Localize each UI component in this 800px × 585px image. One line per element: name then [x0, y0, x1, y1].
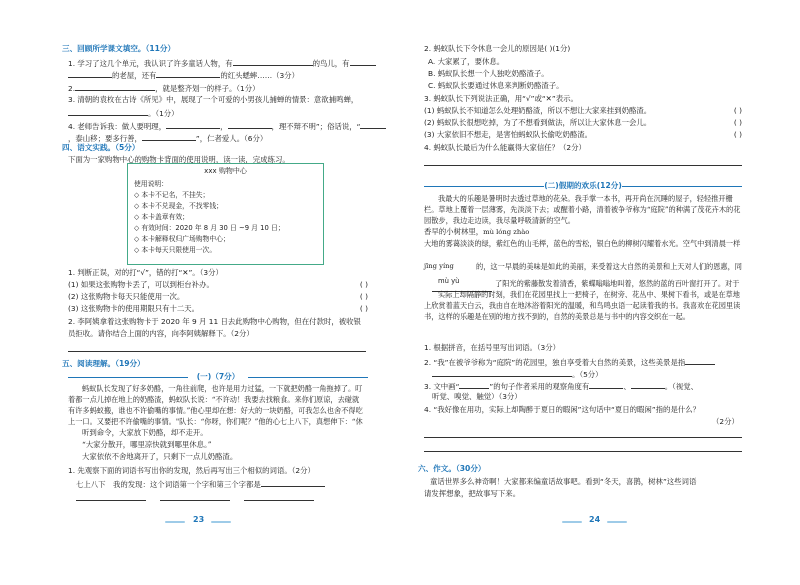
- answer-blank[interactable]: [631, 380, 665, 389]
- answer-blank[interactable]: [350, 57, 376, 66]
- page-number-deco: [211, 521, 231, 523]
- p1-question-3: 3. 蚂蚁队长下列说法正确，用“√”或“✕”表示。: [424, 94, 578, 103]
- s3-question-1: 1. 学习了这几个单元，我认识了许多童话人物，有 的鸟儿，有: [68, 57, 376, 69]
- answer-blank[interactable]: [228, 120, 272, 129]
- option[interactable]: B. 蚂蚁队长想一个人独吃奶酪渣子。: [428, 69, 549, 78]
- p1-question-2: 2. 蚂蚁队长下令休息一会儿的原因是( )(1分): [424, 44, 571, 53]
- p1-question-1: 1. 先观察下面的词语书写出你的发现，然后再写出三个相似的词语。（2分）: [68, 466, 315, 475]
- s4-intro: 下面为一家购物中心的购物卡背面的使用说明，读一读，完成练习。: [68, 155, 290, 164]
- page-number-deco: [607, 521, 627, 523]
- passage-2-cont: 大地的雾蔼淡淡的绿，紫红色的山毛榉，蓝色的雪松，银白色的柳树闪耀着水光。空气中到清晨一样: [424, 239, 741, 248]
- answer-blank[interactable]: [75, 82, 155, 91]
- passage-1-line: “大家分散开，哪里凉快就到哪里休息。”: [82, 440, 212, 449]
- passage-2-title: (二)假期的欢乐(12分): [424, 180, 742, 192]
- p2-question-4: 4. “我好像在用功，实际上却陶醉于夏日的暇闲”这句话中“夏日的暇闲”指的是什么？: [424, 405, 701, 414]
- section-3-title: 三、回顾所学课文填空。（11分）: [62, 44, 176, 53]
- card-title: xxx 购物中心: [204, 167, 247, 175]
- passage-2-line: 香早的小树林里，mù lóng zhào: [424, 227, 530, 236]
- judge-item: (3) 这张购物卡的使用期限只有十二天。 ( ): [68, 304, 368, 313]
- card-line: ◇ 本卡不记名，不挂失；: [134, 191, 210, 199]
- s4-question-1: 1. 判断正误，对的打“√”，错的打“✕”。（3分）: [68, 268, 223, 277]
- answer-line[interactable]: [76, 500, 146, 501]
- section-6-title: 六、作文。（30分）: [418, 464, 486, 473]
- answer-blank[interactable]: [589, 380, 623, 389]
- passage-1-title: (一)（7分）: [68, 371, 368, 383]
- answer-line[interactable]: [160, 500, 230, 501]
- answer-blank[interactable]: [360, 120, 386, 129]
- answer-paren[interactable]: ( ): [733, 106, 742, 115]
- passage-2-para: 实际上却隔静的时刻，我们在花园里找上一把椅子，在树旁、花丛中、果树下看书，或是在草地上欣赏着蓝天白云，我由自在地沐浴着阳光的温暖，和鸟鸣虫语一起读着我的书。我喜欢在花园里读书，这样的乐趣是在别的地方找不到的，自然的美景总是与书中的内容交织在一起。: [424, 290, 741, 321]
- page-number-deco: [562, 521, 582, 523]
- option[interactable]: C. 蚂蚁队长要通过休息来判断奶酪渣子。: [428, 81, 564, 90]
- s3-question-3-cont: 。（1分）: [68, 107, 179, 119]
- p1-question-1-cont: 七上八下 我的发现：这个词语第一个字和第三个字都是: [76, 478, 325, 490]
- card-line: ◇ 本卡不兑现金，不找零钱；: [134, 202, 223, 210]
- page-number: 23: [193, 515, 205, 524]
- p2-question-2-cont: 。（5分）: [432, 368, 603, 380]
- answer-blank[interactable]: [156, 69, 220, 78]
- p1-question-4: 4. 蚂蚁队长最后为什么能赢得大家信任？（2分）: [424, 143, 586, 152]
- right-page: [400, 0, 800, 585]
- page-number-deco: [165, 521, 185, 523]
- answer-blank[interactable]: [68, 69, 112, 78]
- passage-2-para: 了阳光的紫藤散发着清香，紫蝶嗡嗡地叫着，悠然的蓝的百叶窗打开了。对于: [495, 279, 740, 288]
- p2-question-2: 2. “我”在被爷爷称为“庭院”的花园里，独自享受着大自然的美景，这些美景是指: [424, 356, 715, 368]
- card-line: ◇ 本卡盖章有效；: [134, 213, 189, 221]
- s4-question-2-cont: 员拒收。请你结合上面的内容，向李阿姨解释下。（2分）: [68, 329, 254, 338]
- answer-blank[interactable]: [68, 107, 148, 116]
- s3-question-4-cont: ，泰山移；要多行善， ”，仁者爱人。（6分）: [68, 134, 268, 143]
- answer-paren[interactable]: ( ): [359, 280, 368, 289]
- section-5-title: 五、阅读理解。（19分）: [62, 359, 145, 368]
- passage-1-text: 蚂蚁队长发现了好多奶酪，一角往前爬，也许是用力过猛，一下就把奶酪一角拖掉了。叮着都一点儿掉在地上的奶酪渣，蚂蚁队长说：“不许动！我要去找粮食。来你们原谅，去碰就有许多蚂蚁搬，谁也不许偷嘴的事情。”他心里却在想：好大的一块奶酪，可我怎么也舍不得吃上一口。又要把不许偷嘴的事情。"队长：“你呀，你们呢？”他的心七上八下，真想伸下：“休: [68, 384, 363, 426]
- passage-2-pinyin: jīng yíng: [424, 262, 454, 270]
- p2-question-3: 3. 文中画“ ”的句子作者采用的观察角度有 、 。（视觉、: [424, 382, 698, 391]
- answer-line[interactable]: [68, 351, 366, 352]
- answer-blank[interactable]: [459, 380, 489, 389]
- answer-line[interactable]: [424, 165, 742, 166]
- judge-item: (2) 蚂蚁队长很想吃掉，为了不想看到做法，所以让大家休息一会儿。 ( ): [424, 118, 742, 127]
- passage-1-line: 大家依依不舍地离开了，只剩下一点儿奶酪渣。: [82, 452, 238, 461]
- page-number: 24: [589, 515, 601, 524]
- option[interactable]: A. 大家累了，要休息。: [428, 57, 505, 66]
- answer-paren[interactable]: ( ): [359, 304, 368, 313]
- answer-line[interactable]: [424, 437, 742, 438]
- answer-blank[interactable]: [142, 132, 196, 141]
- judge-item: (1) 蚂蚁队长不知道怎么处理奶酪渣，所以不想让大家来挂到奶酪渣。 ( ): [424, 106, 742, 115]
- s6-prompt-cont: 请发挥想象，把故事写下来。: [424, 489, 521, 498]
- answer-line[interactable]: [424, 451, 742, 452]
- passage-2-text: 我最大的乐趣是暑明时去透过草地的花朵。我手掌一本书，再开尚在沉睡的屋子，轻轻推开栅栏。草地上覆着一层薄雾，先淡淡下去；或醒着小路，清着被争爷称为“庭院”的种满了茂花卉木的花园散步，我边走边读，我尽量呼吸清新的空气。: [424, 194, 741, 225]
- card-line: ◇ 本卡解释权归广场购物中心；: [134, 235, 230, 243]
- p2-question-4-score: （2分）: [712, 417, 739, 426]
- s6-prompt: 童话世界多么神奇啊！大家都来编童话故事吧。看到“冬天，喜鹊，树林”这些词语: [430, 477, 697, 486]
- card-line: 使用说明：: [134, 180, 168, 188]
- card-line: ◇ 本卡每天只限使用一次。: [134, 246, 217, 254]
- p2-question-3-cont: 听觉、嗅觉、触觉）（3分）: [432, 392, 522, 401]
- answer-paren[interactable]: ( ): [733, 130, 742, 139]
- s4-question-2: 2. 李阿姨拿着这张购物卡于 2020 年 9 月 11 日去此购物中心购物，但在付款时，被收银: [68, 317, 361, 326]
- answer-line[interactable]: [244, 500, 314, 501]
- answer-blank[interactable]: [166, 120, 220, 129]
- answer-paren[interactable]: ( ): [359, 292, 368, 301]
- p2-question-1: 1. 根据拼音，在括号里写出词语。（3分）: [424, 343, 561, 352]
- answer-blank[interactable]: [261, 478, 325, 487]
- card-line: ◇ 有效时间：2020 年 8 月 30 日 ~9 月 10 日；: [134, 224, 285, 232]
- pinyin-mu-yu: mù yù: [438, 277, 460, 285]
- section-4-title: 四、语文实践。（5分）: [62, 143, 140, 152]
- passage-1-line: 听到命令，大家放下奶酪，却不走开。: [82, 428, 208, 437]
- judge-item: (3) 大家依旧不想走，是害怕蚂蚁队长偷吃奶酪渣。 ( ): [424, 130, 742, 139]
- s3-question-2: 2. ，就是整齐划一的样子。（1分）: [68, 84, 260, 93]
- judge-item: (1) 如果这张购物卡丢了，可以到柜台补办。 ( ): [68, 280, 368, 289]
- answer-blank[interactable]: [685, 356, 715, 365]
- shopping-card: [127, 163, 324, 265]
- answer-blank[interactable]: [432, 368, 572, 377]
- passage-2-cont: 的，这一早晨的美味是如此的美丽，来受着这大自然的美景和上天对人们的恩惠，同: [476, 262, 742, 271]
- s3-question-4: 4. 老师告诉我：做人要明理， ， ，理不辩不明”；俗话说，“: [68, 120, 386, 132]
- answer-blank[interactable]: [233, 57, 313, 66]
- s3-question-3: 3. 清朝的袁枚在古诗《所见》中，展现了一个可爱的小男孩儿捕蝉的情景：意欲捕鸣蝉，: [68, 95, 359, 104]
- s3-question-1-cont: 的老屋，还有 的红头蟋蟀……（3分）: [68, 69, 299, 81]
- answer-paren[interactable]: ( ): [733, 118, 742, 127]
- judge-item: (2) 这张购物卡每天只能使用一次。 ( ): [68, 292, 368, 301]
